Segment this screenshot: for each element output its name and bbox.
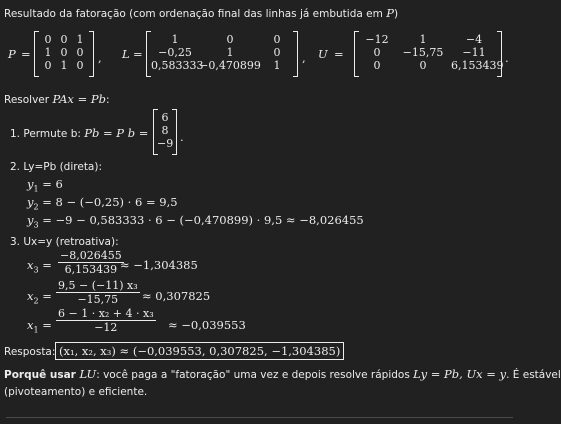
matrix-u-cell: 0 — [373, 59, 381, 72]
x3-var: $x_3$ = — [27, 258, 52, 275]
matrix-u-cell: 1 — [419, 33, 427, 46]
matrix-l-cell: 1 — [273, 59, 281, 72]
heading: Resultado da fatoração (com ordenação final das linhas já embutida em P) — [4, 6, 399, 20]
answer-label: Resposta: — [4, 346, 56, 358]
matrix-u-cell: −4 — [465, 33, 483, 46]
matrix-u-cell: 0 — [419, 59, 427, 72]
matrix-l-grid — [151, 33, 293, 72]
step1: 1. Permute b: Pb = P b = — [10, 126, 149, 140]
matrix-l-cell: −0,25 — [158, 46, 192, 59]
matrix-p-cell: 0 — [60, 46, 68, 59]
p-label: P — [8, 47, 16, 61]
vector-pb-grid — [157, 111, 173, 150]
matrix-p-cell: 0 — [44, 33, 52, 46]
matrix-p-grid — [40, 33, 88, 72]
x3-fraction: $\frac{-8,026455}{6,153439}$ — [60, 249, 122, 276]
matrix-p-cell: 0 — [76, 46, 84, 59]
answer-box: (x₁, x₂, x₃) ≈ (−0,039553, 0,307825, −1,304385) — [55, 342, 344, 360]
matrix-p-cell: 1 — [60, 59, 68, 72]
matrix-u — [354, 31, 502, 77]
l-label: L — [122, 47, 130, 61]
y1-line: $y_1 = 6$ — [27, 177, 63, 194]
why-line1: Porquê usar LU: você paga a "fatoração" uma vez e depois resolve rápidos Ly = Pb, Ux = y. É estável — [4, 367, 561, 381]
x1-result: ≈ −0,039553 — [168, 318, 246, 332]
matrix-u-cell: −12 — [365, 33, 389, 46]
matrix-u-cell: −15,75 — [402, 46, 444, 59]
matrix-p-cell: 0 — [76, 59, 84, 72]
y2-line: $y_2 = 8 - (-0,25) \cdot 6 = 9,5$ — [27, 195, 178, 212]
matrix-l-cell: 0 — [273, 33, 281, 46]
matrix-p-cell: 0 — [44, 59, 52, 72]
x2-result: ≈ 0,307825 — [142, 289, 211, 303]
period: . — [505, 51, 509, 65]
matrix-p-cell: 1 — [76, 33, 84, 46]
matrix-l-cell: 0 — [226, 33, 234, 46]
vector-pb-cell: 8 — [161, 124, 169, 137]
u-label: U — [318, 47, 328, 61]
matrix-l — [146, 31, 298, 77]
matrix-u-cell: −11 — [462, 46, 486, 59]
matrix-l-cell: 1 — [171, 33, 179, 46]
period: . — [180, 130, 184, 144]
divider — [6, 417, 513, 418]
matrix-l-cell: −0,470899 — [199, 59, 261, 72]
matrix-p — [34, 31, 94, 77]
x3-result: ≈ −1,304385 — [120, 258, 198, 272]
matrix-l-cell: 0 — [273, 46, 281, 59]
vector-pb-cell: −9 — [157, 137, 174, 150]
x1-var: $x_1$ = — [27, 318, 52, 335]
matrix-u-cell: 6,153439 — [451, 59, 504, 72]
matrix-p-cell: 0 — [60, 33, 68, 46]
comma: , — [302, 51, 306, 65]
matrix-u-cell: 0 — [373, 46, 381, 59]
why-line2: (pivoteamento) e eficiente. — [4, 386, 148, 398]
p-eq: = — [21, 47, 31, 61]
step2-label: 2. Ly=Pb (direta): — [10, 161, 102, 173]
matrix-p-cell: 1 — [44, 46, 52, 59]
solve-label: Resolver PAx = Pb: — [4, 92, 110, 106]
vector-pb — [153, 109, 177, 155]
matrix-l-cell: 1 — [226, 46, 234, 59]
u-eq: = — [334, 47, 344, 61]
l-eq: = — [133, 47, 143, 61]
y3-line: $y_3 = -9 - 0,583333 \cdot 6 - (-0,470899) \cdot 9,5 \approx -8,026455$ — [27, 213, 364, 230]
comma: , — [98, 51, 102, 65]
x2-var: $x_2$ = — [27, 289, 52, 306]
matrix-u-grid — [359, 33, 504, 72]
vector-pb-cell: 6 — [161, 111, 169, 124]
step3-label: 3. Ux=y (retroativa): — [10, 236, 119, 248]
x2-fraction: $\frac{\text{9,5 − (−11) x₃}}{-15,75}$ — [58, 279, 138, 306]
matrix-l-cell: 0,583333 — [151, 59, 204, 72]
x1-fraction: $\frac{\text{6 − 1 · x₂ + 4 · x₃}}{-12}$ — [58, 307, 154, 334]
